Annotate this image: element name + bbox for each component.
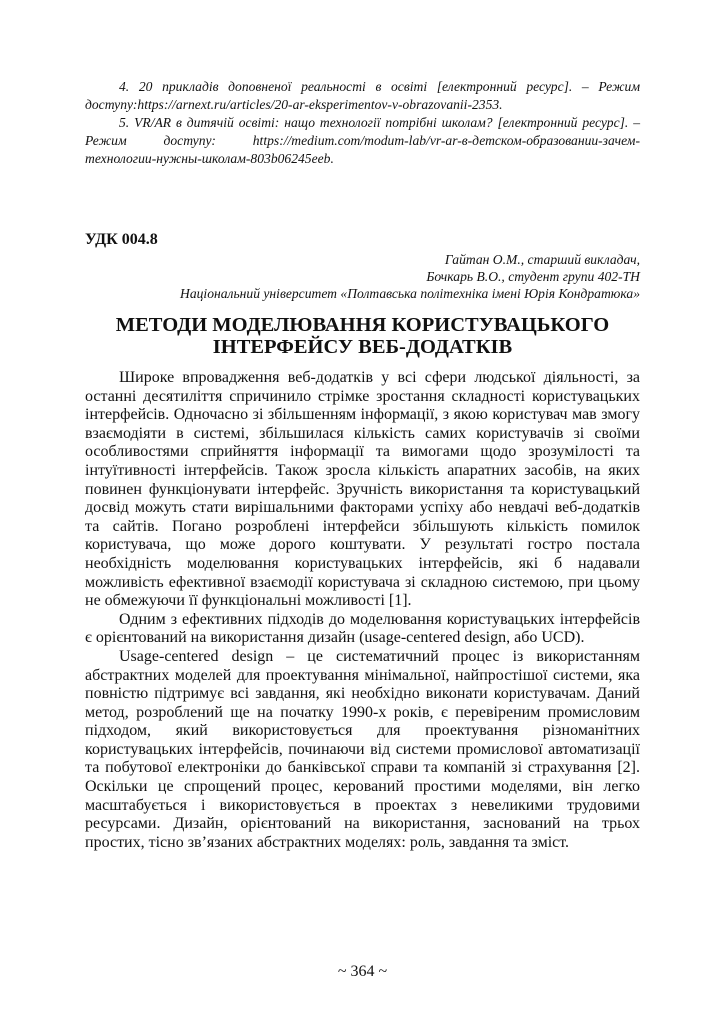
- body-paragraph: Широке впровадження веб-додатків у всі сфери людської діяльності, за останні десятиліття спричинило стрімке зростання складності користувацьких інтерфейсів. Одночасно зі збільшенням інформації, з якою користувач мав змогу взаємодіяти в системі, збільшилася кількість самих користувачів зі своїми особливостями сприйняття інформації та вимогами щодо зрозумілості та інтуїтивності інтерфейсів. Також зросла кількість апаратних засобів, на яких повинен функціонувати інтерфейс. Зручність використання та користувацький досвід можуть стати вирішальними факторами успіху або невдачі веб-додатків та сайтів. Погано розроблені інтерфейси збільшують кількість помилок користувача, що може дорого коштувати. У результаті гостро постала необхідність моделювання користувацьких інтерфейсів, які б надавали можливість ефективної взаємодії користувача зі складною системою, при цьому не обмежуючи її функціональні можливості [1].: [85, 369, 640, 610]
- author-line: Бочкарь В.О., студент групи 402-ТН: [426, 269, 640, 284]
- author-line: Гайтан О.М., старший викладач,: [444, 252, 640, 267]
- article-title: [85, 314, 640, 358]
- reference-item: 5. VR/AR в дитячій освіті: нащо технології потрібні школам? [електронний ресурс]. – Режим доступу: https://medium.com/modum-lab/vr-ar-в-детском-образовании-зачем-технологии-нужны-школам-803b06245eeb.: [85, 115, 640, 166]
- author-block: [85, 251, 640, 302]
- title-line: ІНТЕРФЕЙСУ ВЕБ-ДОДАТКІВ: [212, 336, 513, 358]
- references-list: [85, 78, 640, 168]
- body-paragraph: Одним з ефективних підходів до моделювання користувацьких інтерфейсів є орієнтований на використання дизайн (usage-centered design, або UCD).: [85, 610, 640, 647]
- page-number: ~ 364 ~: [337, 963, 388, 980]
- article-body: [85, 369, 640, 852]
- title-line: МЕТОДИ МОДЕЛЮВАННЯ КОРИСТУВАЦЬКОГО: [115, 314, 610, 336]
- affiliation-line: Національний університет «Полтавська політехніка імені Юрія Кондратюка»: [180, 286, 640, 301]
- body-paragraph: Usage-centered design – це систематичний процес із використанням абстрактних моделей для проектування мінімальної, найпростішої системи, яка повністю підтримує всі завдання, які необхідно виконати користувачам. Даний метод, розроблений ще на початку 1990-х років, є перевіреним промисловим підходом, який використовується для проектування різноманітних користувацьких інтерфейсів, починаючи від системи промислової автоматизації та побутової електроніки до банківської справи та компаній зі страхування [2]. Оскільки це спрощений процес, керований простими моделями, він легко масштабується і використовується в проектах з невеликими трудовими ресурсами. Дизайн, орієнтований на використання, заснований на трьох простих, тісно зв’язаних абстрактних моделях: роль, завдання та зміст.: [85, 647, 640, 851]
- reference-item: 4. 20 прикладів доповненої реальності в освіті [електронний ресурс]. – Режим доступу:https://arnext.ru/articles/20-ar-eksperimentov-v-obrazovanii-2353.: [85, 79, 640, 112]
- udk-code: УДК 004.8: [85, 231, 158, 248]
